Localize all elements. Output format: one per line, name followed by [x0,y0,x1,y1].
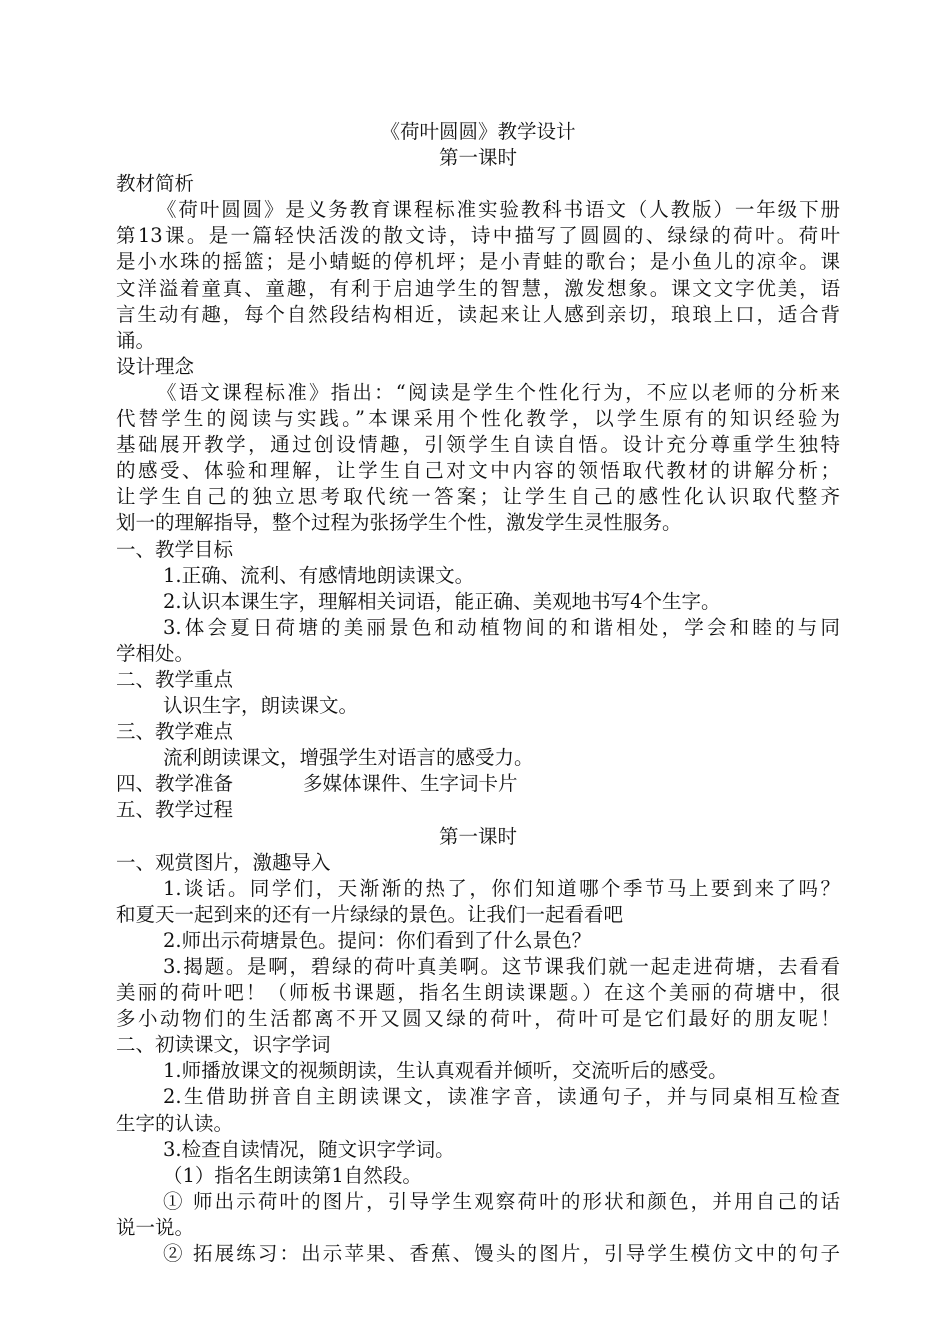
preparation-row [116,771,840,797]
step-heading: 一、观赏图片，激趣导入 [116,850,331,874]
section-heading: 教材简析 [116,172,195,196]
paragraph-line: 学相处。 [116,641,195,665]
paragraph-line: 2.师出示荷塘景色。提问：你们看到了什么景色？ [163,928,592,952]
list-item: 2.认识本课生字，理解相关词语，能正确、美观地书写4个生字。 [163,589,721,613]
paragraph-line: 《荷叶圆圆》是义务教育课程标准实验教科书语文（人教版）一年级下册 [157,198,840,222]
lesson-subtitle: 第一课时 [438,824,517,848]
paragraph-line: 1.谈话。同学们，天渐渐的热了，你们知道哪个季节马上要到来了吗？ [163,876,840,900]
paragraph-line: 第13课。是一篇轻快活泼的散文诗，诗中描写了圆圆的、绿绿的荷叶。荷叶 [116,224,840,248]
list-item: 1.正确、流利、有感情地朗读课文。 [163,563,475,587]
section-heading: 设计理念 [116,354,195,378]
paragraph-line: 的感受、体验和理解，让学生自己对文中内容的领悟取代教材的讲解分析； [116,459,840,483]
paragraph-line: 是小水珠的摇篮；是小蜻蜓的停机坪；是小青蛙的歌台；是小鱼儿的凉伞。课 [116,250,840,274]
paragraph-line: ① 师出示荷叶的图片，引导学生观察荷叶的形状和颜色，并用自己的话 [163,1189,840,1213]
section-heading: 四、教学准备 [116,772,234,796]
section-heading: 二、教学重点 [116,667,234,691]
paragraph-line: 认识生字，朗读课文。 [163,694,359,718]
section-heading: 三、教学难点 [116,720,234,744]
paragraph-line: 《语文课程标准》指出：“阅读是学生个性化行为，不应以老师的分析来 [157,380,840,404]
section-heading: 一、教学目标 [116,537,234,561]
paragraph-line: （1）指名生朗读第1自然段。 [163,1163,422,1187]
paragraph-line: 1.师播放课文的视频朗读，生认真观看并倾听，交流听后的感受。 [163,1059,728,1083]
paragraph-line: 划一的理解指导，整个过程为张扬学生个性，激发学生灵性服务。 [116,511,682,535]
paragraph-line: 美丽的荷叶吧！（师板书课题，指名生朗读课题。）在这个美丽的荷塘中，很 [116,981,840,1005]
paragraph-line: 言生动有趣，每个自然段结构相近，读起来让人感到亲切，琅琅上口，适合背 [116,302,840,326]
paragraph-line: 2.生借助拼音自主朗读课文，读准字音，读通句子，并与同桌相互检查 [163,1085,840,1109]
paragraph-line: 基础展开教学，通过创设情趣，引领学生自读自悟。设计充分尊重学生独特 [116,433,840,457]
paragraph-line: 3.揭题。是啊，碧绿的荷叶真美啊。这节课我们就一起走进荷塘，去看看 [163,955,840,978]
lesson-subtitle: 第一课时 [438,146,517,170]
section-heading: 五、教学过程 [116,798,234,822]
document-title: 《荷叶圆圆》教学设计 [380,120,576,143]
step-heading: 二、初读课文，识字学词 [116,1033,331,1057]
paragraph-line: 代替学生的阅读与实践。”本课采用个性化教学，以学生原有的知识经验为 [116,407,840,431]
paragraph-line: 3.检查自读情况，随文识字学词。 [163,1137,455,1161]
paragraph-line: 诵。 [116,328,156,352]
paragraph-line: ② 拓展练习：出示苹果、香蕉、馒头的图片，引导学生模仿文中的句子 [163,1242,840,1266]
list-item: 3.体会夏日荷塘的美丽景色和动植物间的和谐相处，学会和睦的与同 [163,615,840,639]
paragraph-line: 文洋溢着童真、童趣，有利于启迪学生的智慧，激发想象。课文文字优美，语 [116,276,840,300]
paragraph-line: 流利朗读课文，增强学生对语言的感受力。 [163,746,534,770]
preparation-text: 多媒体课件、生字词卡片 [303,772,518,796]
paragraph-line: 说一说。 [116,1215,195,1239]
paragraph-line: 和夏天一起到来的还有一片绿绿的景色。让我们一起看看吧 [116,902,624,926]
paragraph-line: 多小动物们的生活都离不开又圆又绿的荷叶，荷叶可是它们最好的朋友呢！ [116,1007,840,1031]
paragraph-line: 生字的认读。 [116,1111,234,1135]
paragraph-line: 让学生自己的独立思考取代统一答案；让学生自己的感性化认识取代整齐 [116,485,840,509]
